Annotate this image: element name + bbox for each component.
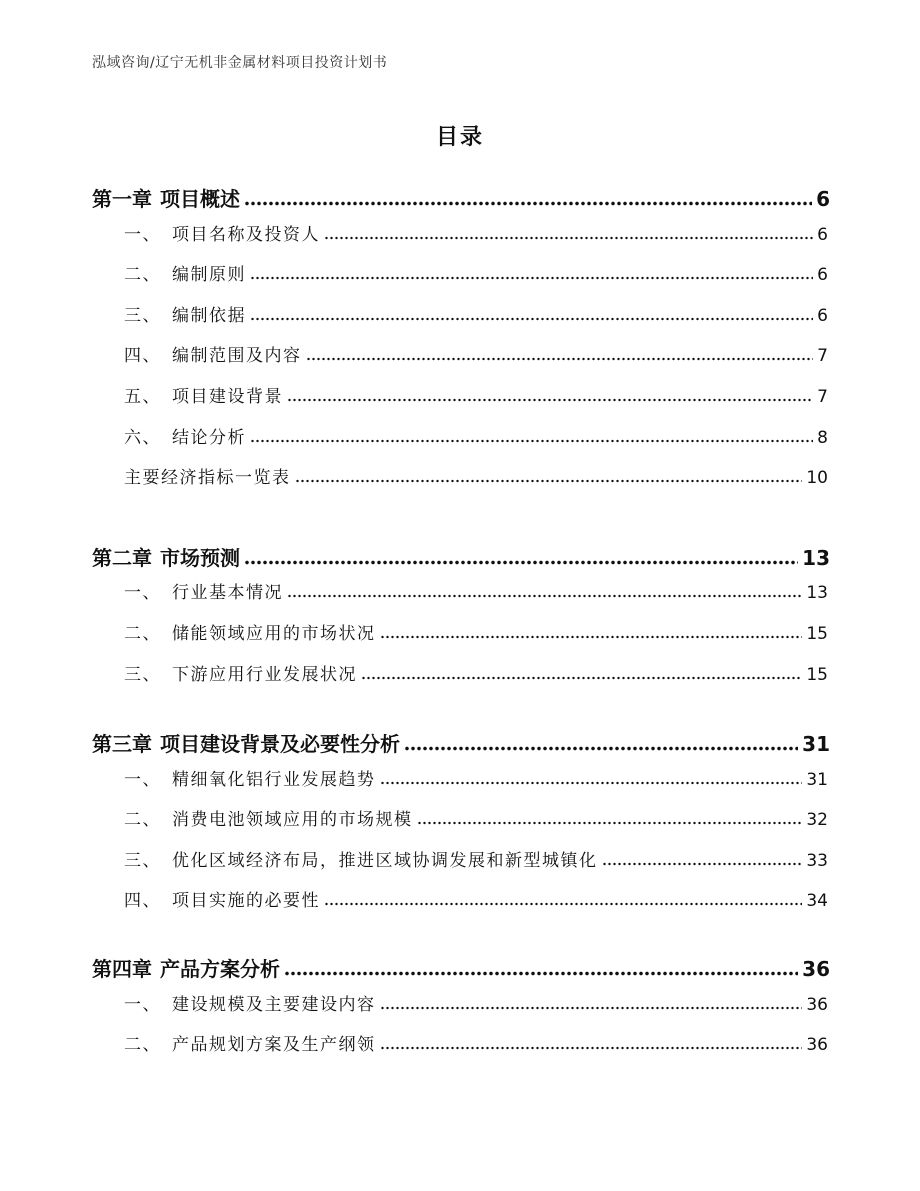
toc-page-number: 6 (817, 225, 828, 245)
toc-page-number: 6 (817, 265, 828, 285)
toc-section-entry[interactable] (124, 463, 828, 488)
toc-section-entry[interactable] (124, 341, 828, 366)
toc-entry-number: 一、 (124, 225, 161, 245)
toc-entry-number: 第四章 (92, 957, 152, 981)
toc-page-number: 8 (817, 428, 828, 448)
toc-page-number: 31 (802, 732, 830, 756)
toc-entry-number: 第一章 (92, 187, 152, 211)
dot-leader (306, 347, 814, 364)
toc-chapter-entry[interactable] (92, 542, 830, 571)
toc-entry-number: 三、 (124, 306, 161, 326)
toc-entry-title: 下游应用行业发展状况 (172, 665, 357, 685)
dot-leader (244, 189, 812, 209)
running-header: 泓域咨询/辽宁无机非金属材料项目投资计划书 (92, 55, 388, 71)
toc-chapter-entry[interactable] (92, 953, 830, 982)
dot-leader (250, 429, 813, 446)
dot-leader (250, 307, 813, 324)
toc-page-number: 33 (806, 851, 828, 871)
toc-page-number: 36 (806, 1035, 828, 1055)
toc-entry-title: 项目建设背景及必要性分析 (160, 732, 400, 756)
toc-entry-number: 第三章 (92, 732, 152, 756)
toc-section-entry[interactable] (124, 846, 828, 871)
toc-section-entry[interactable] (124, 423, 828, 448)
toc-page-number: 7 (817, 387, 828, 407)
dot-leader (361, 666, 802, 683)
toc-section-entry[interactable] (124, 660, 828, 685)
toc-page-number: 34 (806, 891, 828, 911)
toc-entry-title: 主要经济指标一览表 (124, 468, 291, 488)
toc-entry-number: 五、 (124, 387, 161, 407)
toc-section-entry[interactable] (124, 1030, 828, 1055)
toc-entry-title: 建设规模及主要建设内容 (172, 995, 376, 1015)
toc-entry-title: 编制依据 (172, 306, 246, 326)
toc-entry-title: 市场预测 (160, 546, 240, 570)
dot-leader (380, 1036, 803, 1053)
toc-chapter-entry[interactable] (92, 728, 830, 757)
toc-section-entry[interactable] (124, 990, 828, 1015)
toc-entry-number: 二、 (124, 624, 161, 644)
dot-leader (602, 852, 803, 869)
toc-entry-title: 项目名称及投资人 (172, 225, 320, 245)
toc-chapter-entry[interactable] (92, 183, 830, 212)
dot-leader (417, 811, 803, 828)
toc-section-entry[interactable] (124, 220, 828, 245)
dot-leader (295, 469, 803, 486)
toc-entry-title: 项目实施的必要性 (172, 891, 320, 911)
toc-entry-title: 产品方案分析 (160, 957, 280, 981)
toc-page-number: 13 (806, 583, 828, 603)
toc-entry-number: 四、 (124, 891, 161, 911)
toc-entry-title: 消费电池领域应用的市场规模 (172, 810, 413, 830)
toc-entry-title: 精细氧化铝行业发展趋势 (172, 770, 376, 790)
toc-entry-number: 二、 (124, 265, 161, 285)
dot-leader (380, 996, 803, 1013)
toc-entry-title: 项目建设背景 (172, 387, 283, 407)
dot-leader (287, 584, 802, 601)
toc-section-entry[interactable] (124, 578, 828, 603)
toc-section-entry[interactable] (124, 805, 828, 830)
toc-section-entry[interactable] (124, 765, 828, 790)
dot-leader (244, 548, 798, 568)
toc-entry-title: 项目概述 (160, 187, 240, 211)
toc-entry-number: 三、 (124, 851, 161, 871)
toc-section-entry[interactable] (124, 619, 828, 644)
toc-page-number: 13 (802, 546, 830, 570)
dot-leader (287, 388, 813, 405)
toc-page-number: 36 (802, 957, 830, 981)
toc-section-entry[interactable] (124, 382, 828, 407)
toc-entry-number: 一、 (124, 583, 161, 603)
toc-entry-title: 产品规划方案及生产纲领 (172, 1035, 376, 1055)
toc-entry-number: 三、 (124, 665, 161, 685)
toc-entry-title: 储能领域应用的市场状况 (172, 624, 376, 644)
toc-entry-title: 行业基本情况 (172, 583, 283, 603)
toc-entry-title: 结论分析 (172, 428, 246, 448)
toc-page-number: 10 (806, 468, 828, 488)
toc-page-number: 6 (816, 187, 830, 211)
dot-leader (324, 892, 802, 909)
toc-entry-title: 优化区域经济布局，推进区域协调发展和新型城镇化 (172, 851, 598, 871)
toc-section-entry[interactable] (124, 886, 828, 911)
toc-page-number: 6 (817, 306, 828, 326)
toc-entry-number: 二、 (124, 810, 161, 830)
toc-section-entry[interactable] (124, 301, 828, 326)
toc-entry-number: 一、 (124, 770, 161, 790)
toc-page-number: 15 (806, 624, 828, 644)
toc-entry-title: 编制原则 (172, 265, 246, 285)
dot-leader (324, 226, 813, 243)
dot-leader (284, 959, 798, 979)
page-title: 目录 (435, 125, 484, 150)
toc-entry-number: 六、 (124, 428, 161, 448)
dot-leader (404, 734, 798, 754)
dot-leader (380, 625, 803, 642)
toc-entry-title: 编制范围及内容 (172, 346, 302, 366)
toc-page-number: 15 (806, 665, 828, 685)
toc-page-number: 36 (806, 995, 828, 1015)
toc-page-number: 7 (817, 346, 828, 366)
dot-leader (250, 266, 813, 283)
dot-leader (380, 771, 803, 788)
toc-entry-number: 四、 (124, 346, 161, 366)
toc-entry-number: 二、 (124, 1035, 161, 1055)
toc-section-entry[interactable] (124, 260, 828, 285)
toc-page-number: 32 (806, 810, 828, 830)
toc-entry-number: 第二章 (92, 546, 152, 570)
toc-entry-number: 一、 (124, 995, 161, 1015)
toc-page-number: 31 (806, 770, 828, 790)
